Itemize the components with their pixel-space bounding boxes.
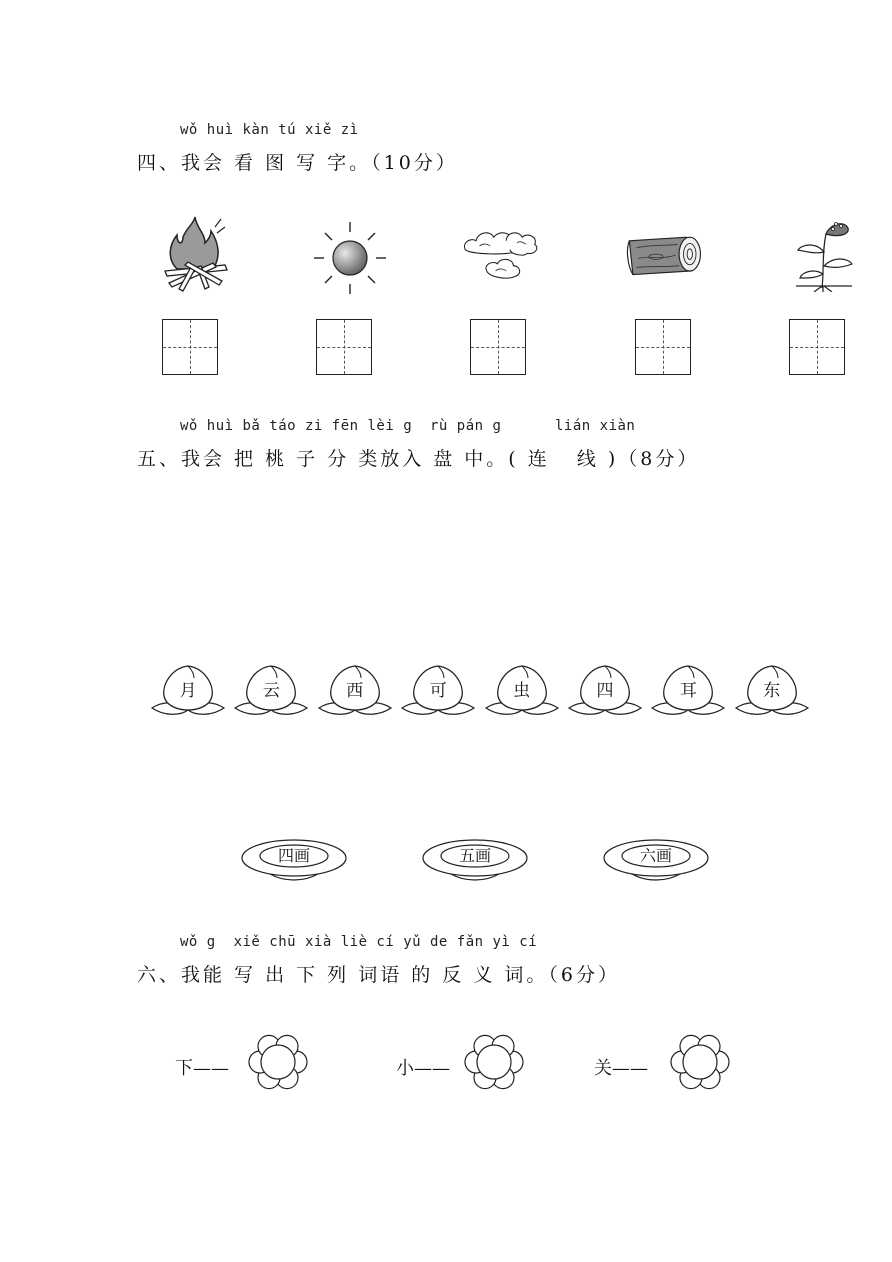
peach-6[interactable] (567, 662, 643, 718)
section5-heading: 五、我会 把 桃 子 分 类放入 盘 中。( 连 线 )（8分） (137, 448, 700, 470)
writing-box-4[interactable] (635, 319, 691, 375)
peach-4[interactable] (400, 662, 476, 718)
flower-answer-slot-1[interactable] (248, 1032, 308, 1092)
peach-character: 月 (179, 681, 197, 701)
peach-5[interactable] (484, 662, 560, 718)
peach-character: 耳 (679, 681, 697, 701)
writing-box-2[interactable] (316, 319, 372, 375)
peach-character: 云 (262, 681, 280, 701)
writing-box-5[interactable] (789, 319, 845, 375)
peach-character: 西 (346, 681, 364, 701)
antonym-word-3: 关—— (594, 1058, 648, 1079)
writing-box-1[interactable] (162, 319, 218, 375)
section4-heading: 四、我会 看 图 写 字。（10分） (137, 152, 458, 174)
cloud-icon (460, 215, 540, 295)
plate-3[interactable] (602, 834, 710, 884)
peach-7[interactable] (650, 662, 726, 718)
peach-3[interactable] (317, 662, 393, 718)
peach-8[interactable] (734, 662, 810, 718)
sprout-icon (786, 212, 866, 292)
peach-2[interactable] (233, 662, 309, 718)
antonym-word-2: 小—— (396, 1058, 450, 1079)
section5-pinyin: wǒ huì bǎ táo zi fēn lèi g rù pán g lián xiàn (180, 418, 636, 434)
plate-label: 四画 (277, 846, 310, 865)
peach-character: 东 (763, 681, 781, 701)
plate-1[interactable] (240, 834, 348, 884)
flower-answer-slot-2[interactable] (464, 1032, 524, 1092)
flower-answer-slot-3[interactable] (670, 1032, 730, 1092)
peach-character: 可 (429, 681, 447, 701)
plate-label: 六画 (639, 846, 672, 865)
plate-2[interactable] (421, 834, 529, 884)
peach-1[interactable] (150, 662, 226, 718)
section6-heading: 六、我能 写 出 下 列 词语 的 反 义 词。（6分） (137, 964, 620, 986)
sun-icon (310, 218, 390, 298)
fire-icon (155, 213, 235, 293)
peach-character: 虫 (513, 681, 531, 701)
wood-log-icon (624, 215, 704, 295)
peach-character: 四 (596, 681, 614, 701)
section4-pinyin: wǒ huì kàn tú xiě zì (180, 122, 359, 138)
writing-box-3[interactable] (470, 319, 526, 375)
section6-pinyin: wǒ g xiě chū xià liè cí yǔ de fǎn yì cí (180, 934, 538, 950)
plate-label: 五画 (458, 846, 491, 865)
antonym-word-1: 下—— (175, 1058, 229, 1079)
